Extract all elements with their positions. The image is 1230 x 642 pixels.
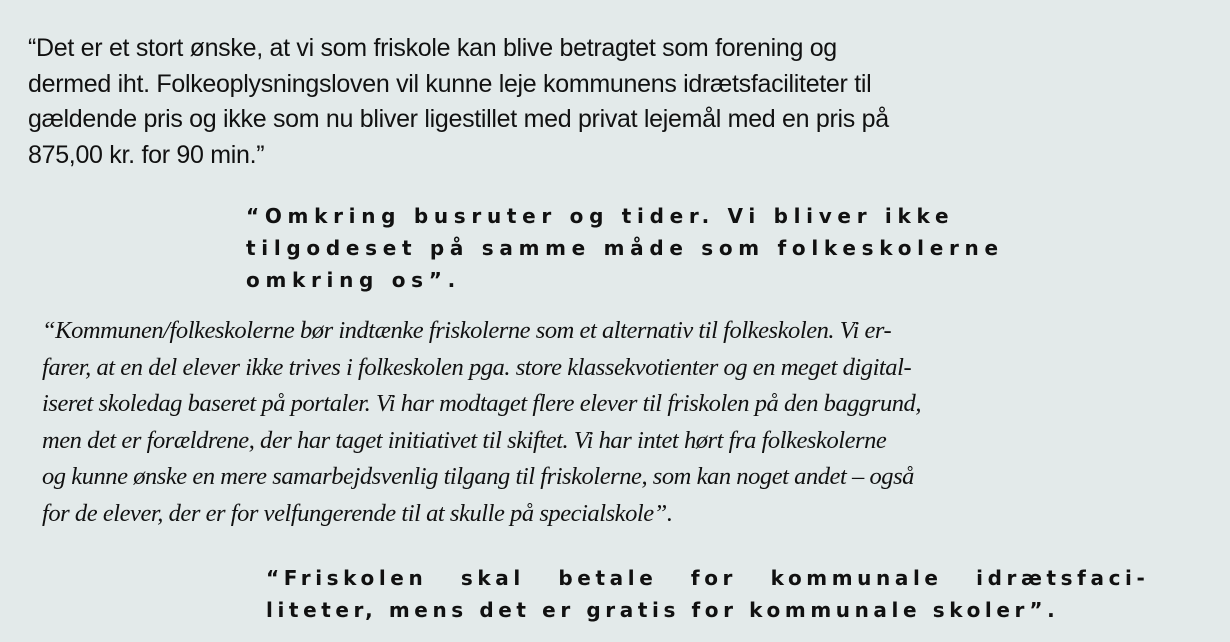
quote-line: “Det er et stort ønske, at vi som friskole kan blive betragtet som forening og <box>28 34 837 62</box>
quote-sports-facilities-rent <box>28 31 1028 173</box>
quote-line: “Kommunen/folkeskolerne bør indtænke friskolerne som et alternativ til folkeskolen. Vi er- <box>42 317 892 344</box>
quote-line: liteter, mens det er gratis for kommunale skoler”. <box>266 598 1060 622</box>
quote-line: 875,00 kr. for 90 min.” <box>28 140 265 169</box>
quote-line: for de elever, der er for velfungerende til at skulle på specialskole”. <box>42 499 673 527</box>
quote-line: men det er forældrene, der har taget initiativet til skiftet. Vi har intet hørt fra folkeskolerne <box>42 426 887 454</box>
quote-municipality-cooperation <box>42 313 1032 532</box>
quote-line: tilgodeset på samme måde som folkeskolerne <box>246 236 1004 260</box>
quote-line: gældende pris og ikke som nu bliver ligestillet med privat lejemål med en pris på <box>28 105 889 133</box>
quote-line: iseret skoledag baseret på portaler. Vi har modtaget flere elever til friskolen på den baggrund, <box>42 390 922 417</box>
quote-line: og kunne ønske en mere samarbejdsvenlig tilgang til friskolerne, som kan noget andet – også <box>42 463 914 490</box>
quote-facility-payment <box>266 562 1206 626</box>
quote-line: farer, at en del elever ikke trives i folkeskolen pga. store klassekvotienter og en meget digital- <box>42 353 912 381</box>
quote-line: omkring os”. <box>246 268 461 292</box>
quote-line: “Omkring busruter og tider. Vi bliver ikke <box>246 204 955 228</box>
quote-line: dermed iht. Folkeoplysningsloven vil kunne leje kommunens idrætsfaciliteter til <box>28 69 872 98</box>
quote-line: “Friskolen skal betale for kommunale idrætsfaci- <box>266 566 1150 590</box>
quote-bus-routes <box>246 200 1126 296</box>
